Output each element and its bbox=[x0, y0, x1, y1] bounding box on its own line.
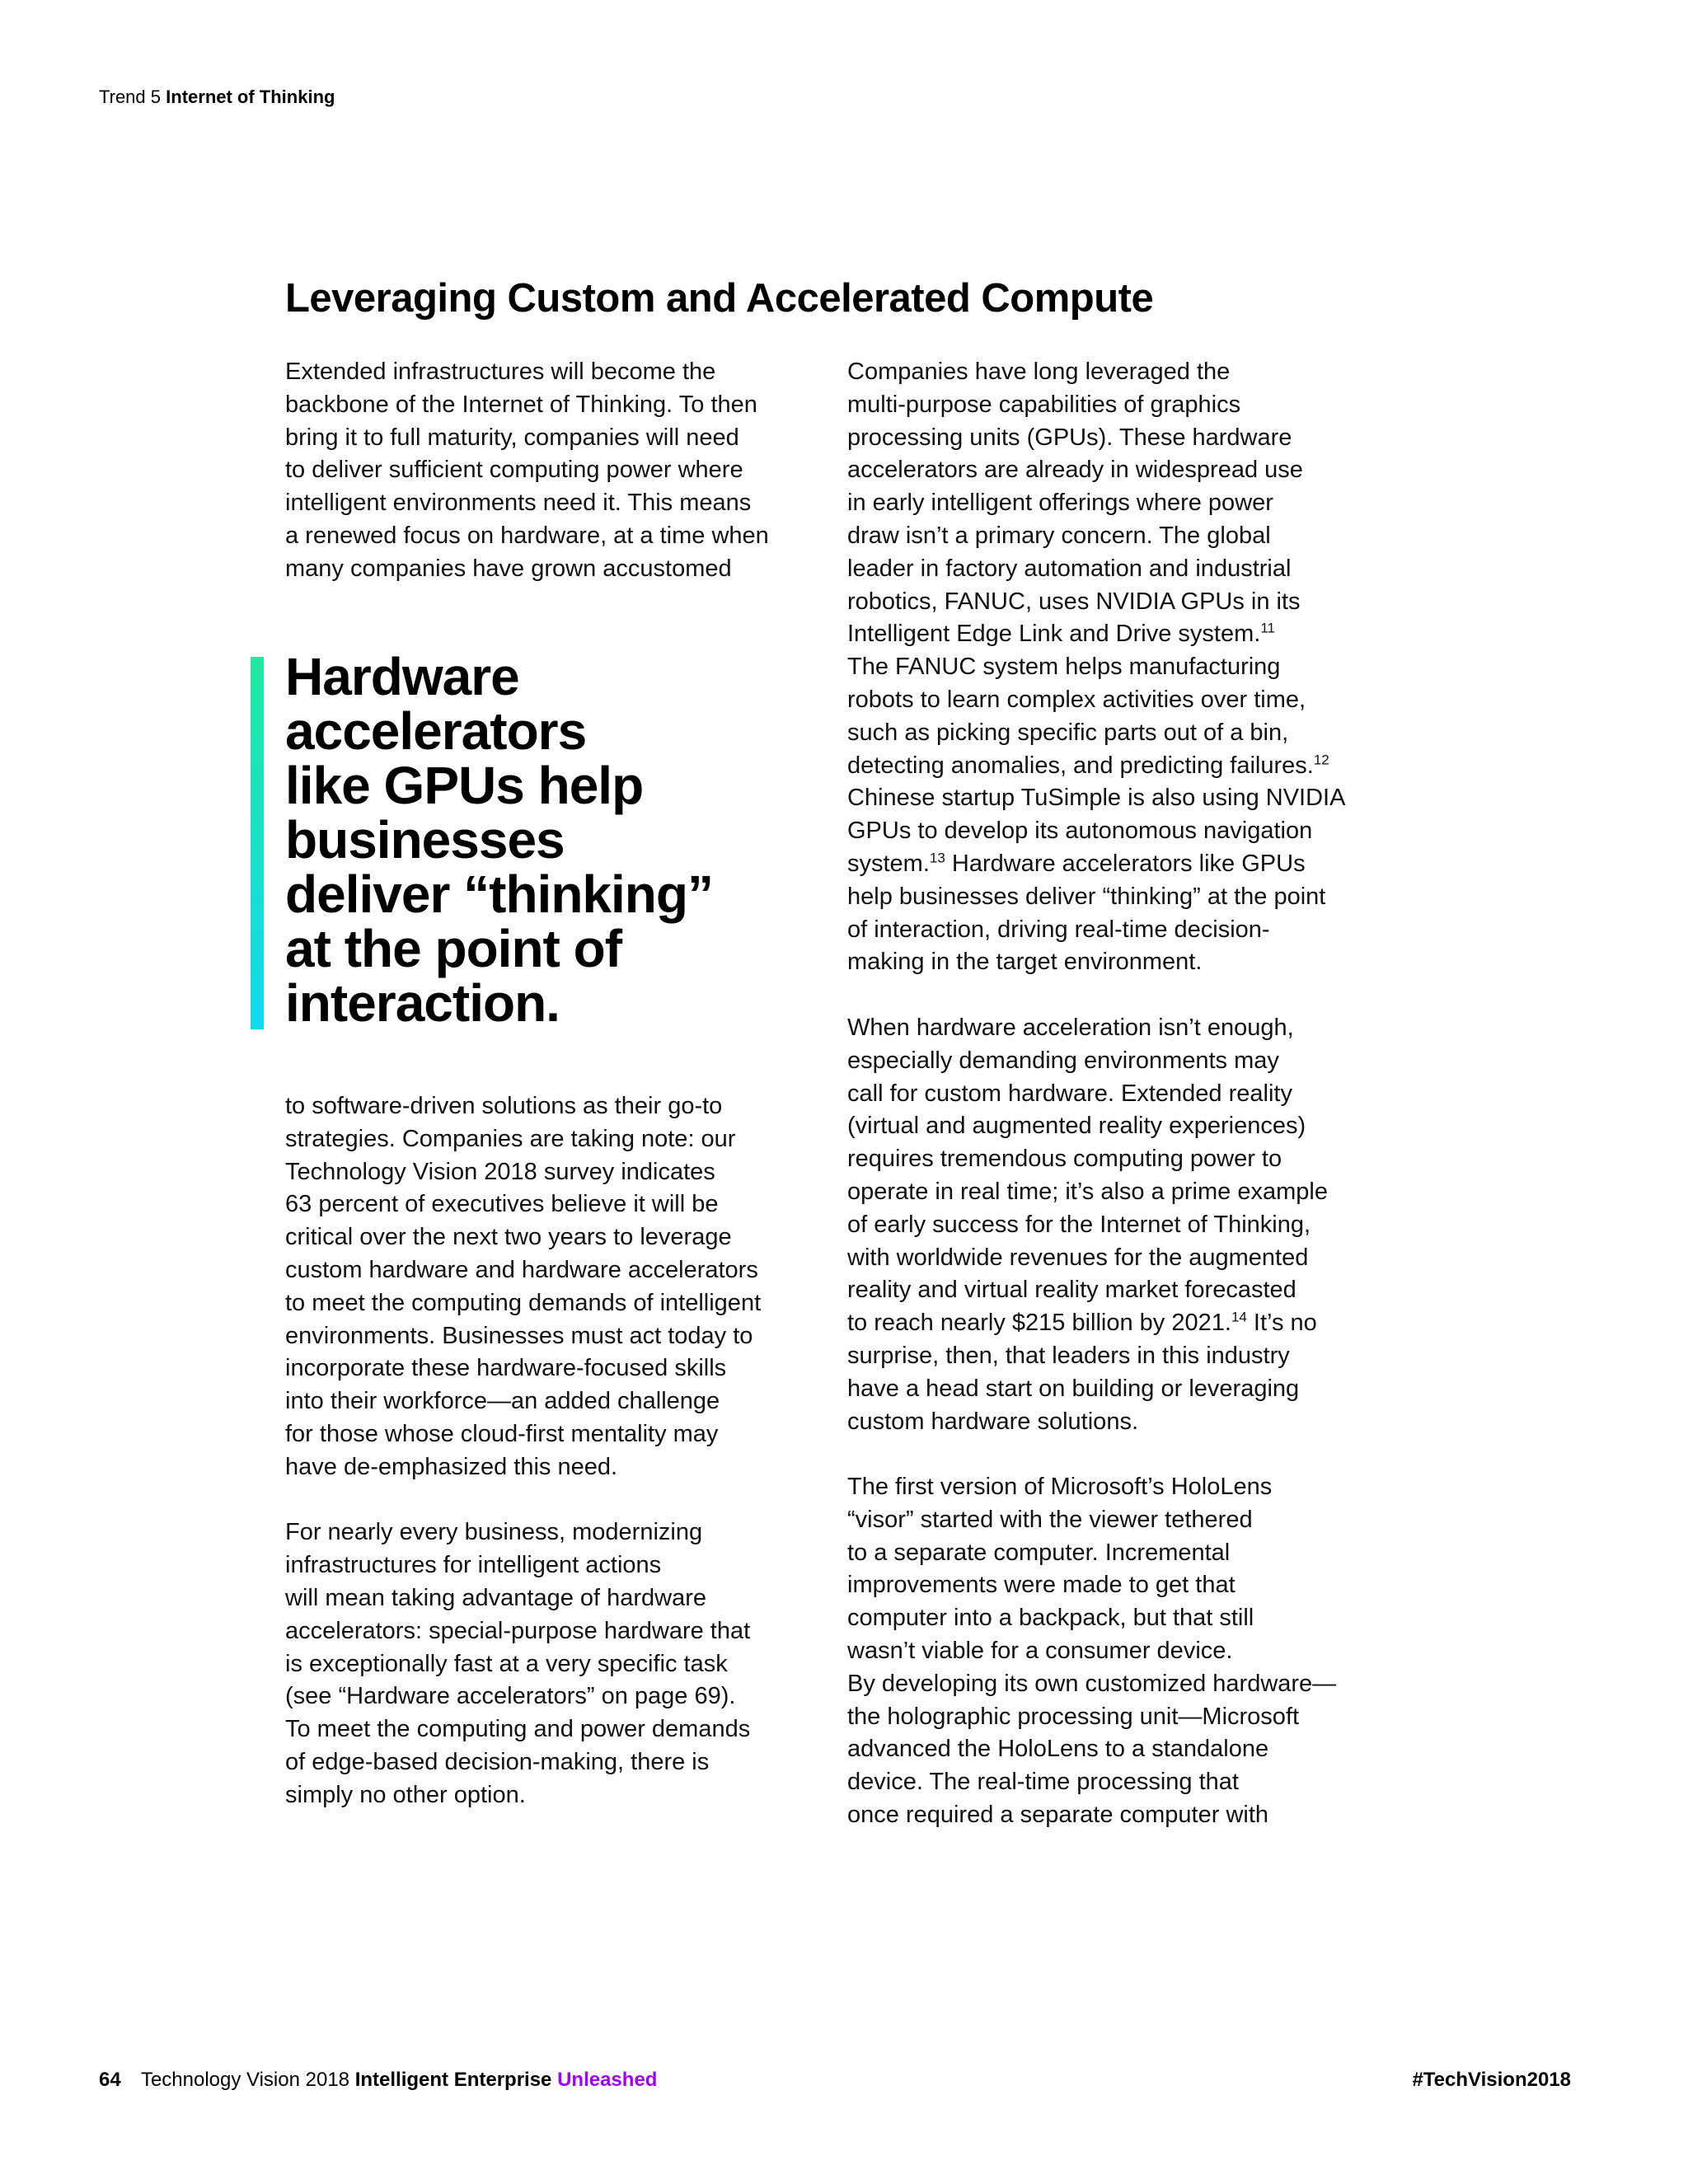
text-line: Companies have long leveraged the bbox=[847, 359, 1231, 385]
text-line: to deliver sufficient computing power where bbox=[285, 457, 743, 484]
text-line: for those whose cloud-first mentality may bbox=[285, 1420, 719, 1447]
text-line: to a separate computer. Incremental bbox=[847, 1539, 1231, 1566]
text-line: robots to learn complex activities over time, bbox=[847, 686, 1306, 713]
text-line: to software-driven solutions as their go-to bbox=[285, 1093, 723, 1119]
running-head bbox=[99, 86, 335, 109]
footnote-ref: 12 bbox=[1313, 751, 1329, 767]
text-line: processing units (GPUs). These hardware bbox=[847, 424, 1292, 451]
publication-tagline-accent: Unleashed bbox=[557, 2069, 658, 2091]
text-line: leader in factory automation and industrial bbox=[847, 555, 1292, 582]
text-line: simply no other option. bbox=[285, 1781, 526, 1808]
text-line: custom hardware and hardware accelerators bbox=[285, 1256, 758, 1283]
text-line: a renewed focus on hardware, at a time when bbox=[285, 522, 769, 549]
text-line: accelerators: special-purpose hardware that bbox=[285, 1617, 751, 1644]
text-line: intelligent environments need it. This means bbox=[285, 490, 752, 517]
pull-quote bbox=[285, 647, 813, 1033]
text-line: improvements were made to get that bbox=[847, 1572, 1236, 1599]
text-fragment: Hardware accelerators like GPUs bbox=[945, 850, 1306, 877]
text-line: advanced the HoloLens to a standalone bbox=[847, 1736, 1269, 1763]
text-line: to meet the computing demands of intelligent bbox=[285, 1289, 762, 1316]
text-line: operate in real time; it’s also a prime example bbox=[847, 1178, 1328, 1205]
page-number: 64 bbox=[99, 2069, 121, 2091]
text-line: The first version of Microsoft’s HoloLens bbox=[847, 1474, 1273, 1501]
text-line: once required a separate computer with bbox=[847, 1802, 1269, 1829]
text-line: By developing its own customized hardware— bbox=[847, 1670, 1337, 1697]
text-line: The FANUC system helps manufacturing bbox=[847, 654, 1281, 681]
text-line: Chinese startup TuSimple is also using NVIDIA bbox=[847, 785, 1346, 812]
text-line: requires tremendous computing power to bbox=[847, 1146, 1282, 1173]
text-line: reality and virtual reality market forecasted bbox=[847, 1277, 1296, 1304]
text-line: To meet the computing and power demands bbox=[285, 1716, 751, 1743]
text-line bbox=[847, 848, 1408, 881]
text-line: infrastructures for intelligent actions bbox=[285, 1552, 662, 1579]
text-line: have a head start on building or leveraging bbox=[847, 1375, 1300, 1402]
text-line: of edge-based decision-making, there is bbox=[285, 1748, 710, 1775]
paragraph-accelerators bbox=[285, 1516, 829, 1811]
text-line: help businesses deliver “thinking” at the point bbox=[847, 883, 1326, 910]
text-line: incorporate these hardware-focused skills bbox=[285, 1355, 727, 1382]
text-line: computer into a backpack, but that still bbox=[847, 1605, 1254, 1632]
text-line bbox=[847, 750, 1408, 783]
text-line: robotics, FANUC, uses NVIDIA GPUs in its bbox=[847, 588, 1301, 615]
text-line: backbone of the Internet of Thinking. To then bbox=[285, 391, 757, 418]
text-line: When hardware acceleration isn’t enough, bbox=[847, 1014, 1294, 1041]
text-line: making in the target environment. bbox=[847, 949, 1203, 976]
text-fragment: system. bbox=[847, 850, 930, 877]
paragraph-survey bbox=[285, 1090, 829, 1484]
text-line: (virtual and augmented reality experiences) bbox=[847, 1113, 1306, 1140]
paragraph-hololens bbox=[847, 1471, 1408, 1832]
text-line: For nearly every business, modernizing bbox=[285, 1519, 703, 1546]
text-line: such as picking specific parts out of a bin, bbox=[847, 719, 1289, 746]
text-line: bring it to full maturity, companies will need bbox=[285, 424, 739, 451]
running-head-trend: Trend 5 bbox=[99, 87, 162, 107]
publication-tagline: Intelligent Enterprise bbox=[354, 2069, 552, 2091]
running-head-title: Internet of Thinking bbox=[166, 87, 335, 107]
text-line: accelerators are already in widespread use bbox=[847, 457, 1303, 484]
text-line bbox=[847, 618, 1408, 651]
text-line: with worldwide revenues for the augmented bbox=[847, 1244, 1309, 1271]
paragraph-gpus bbox=[847, 356, 1408, 979]
text-line: strategies. Companies are taking note: our bbox=[285, 1125, 736, 1152]
text-line: into their workforce—an added challenge bbox=[285, 1388, 720, 1415]
text-fragment: Intelligent Edge Link and Drive system. bbox=[847, 621, 1261, 648]
text-line: especially demanding environments may bbox=[847, 1047, 1279, 1074]
text-line: is exceptionally fast at a very specific task bbox=[285, 1650, 728, 1677]
pull-quote-line: like GPUs help bbox=[285, 756, 644, 815]
pull-quote-line: businesses bbox=[285, 810, 565, 869]
text-line: 63 percent of executives believe it will be bbox=[285, 1191, 719, 1218]
text-line: call for custom hardware. Extended reality bbox=[847, 1080, 1292, 1107]
text-line: of early success for the Internet of Thinking, bbox=[847, 1211, 1311, 1238]
footnote-ref: 13 bbox=[929, 850, 945, 866]
text-line: “visor” started with the viewer tethered bbox=[847, 1506, 1253, 1533]
text-line bbox=[847, 1307, 1408, 1340]
text-line: draw isn’t a primary concern. The global bbox=[847, 522, 1271, 549]
text-line: GPUs to develop its autonomous navigation bbox=[847, 818, 1313, 845]
pull-quote-line: interaction. bbox=[285, 973, 560, 1033]
text-line: multi-purpose capabilities of graphics bbox=[847, 391, 1241, 418]
text-line: Technology Vision 2018 survey indicates bbox=[285, 1158, 715, 1185]
pull-quote-line: Hardware bbox=[285, 647, 519, 706]
section-title: Leveraging Custom and Accelerated Compute bbox=[285, 276, 1154, 321]
left-column-intro bbox=[285, 356, 829, 586]
text-line: will mean taking advantage of hardware bbox=[285, 1584, 707, 1611]
text-line: critical over the next two years to leverage bbox=[285, 1224, 732, 1251]
publication-name: Technology Vision 2018 bbox=[140, 2069, 350, 2091]
right-column bbox=[847, 356, 1408, 1832]
hashtag: #TechVision2018 bbox=[1412, 2069, 1571, 2091]
text-line: wasn’t viable for a consumer device. bbox=[847, 1638, 1233, 1665]
text-line: Extended infrastructures will become the bbox=[285, 359, 716, 385]
paragraph-custom-hardware bbox=[847, 1012, 1408, 1438]
pull-quote-line: at the point of bbox=[285, 919, 622, 978]
text-line: of interaction, driving real-time decision- bbox=[847, 916, 1270, 943]
text-line: many companies have grown accustomed bbox=[285, 555, 732, 582]
paragraph-intro bbox=[285, 356, 829, 586]
text-line: surprise, then, that leaders in this industry bbox=[847, 1342, 1290, 1369]
text-line: custom hardware solutions. bbox=[847, 1408, 1138, 1435]
left-column-continued bbox=[285, 1090, 829, 1812]
text-fragment: detecting anomalies, and predicting failures. bbox=[847, 752, 1314, 779]
footnote-ref: 14 bbox=[1231, 1309, 1247, 1325]
pull-quote-line: accelerators bbox=[285, 701, 587, 761]
pull-quote-line: deliver “thinking” bbox=[285, 865, 713, 924]
text-line: in early intelligent offerings where power bbox=[847, 490, 1273, 517]
page-footer bbox=[99, 2068, 657, 2093]
text-line: have de-emphasized this need. bbox=[285, 1453, 618, 1480]
text-line: the holographic processing unit—Microsoft bbox=[847, 1703, 1300, 1730]
text-fragment: It’s no bbox=[1246, 1310, 1317, 1337]
footnote-ref: 11 bbox=[1260, 620, 1275, 636]
text-line: environments. Businesses must act today to bbox=[285, 1322, 753, 1349]
text-line: device. The real-time processing that bbox=[847, 1769, 1239, 1796]
text-line: (see “Hardware accelerators” on page 69). bbox=[285, 1683, 736, 1710]
pull-quote-accent-bar bbox=[251, 657, 264, 1029]
text-fragment: to reach nearly $215 billion by 2021. bbox=[847, 1310, 1231, 1337]
